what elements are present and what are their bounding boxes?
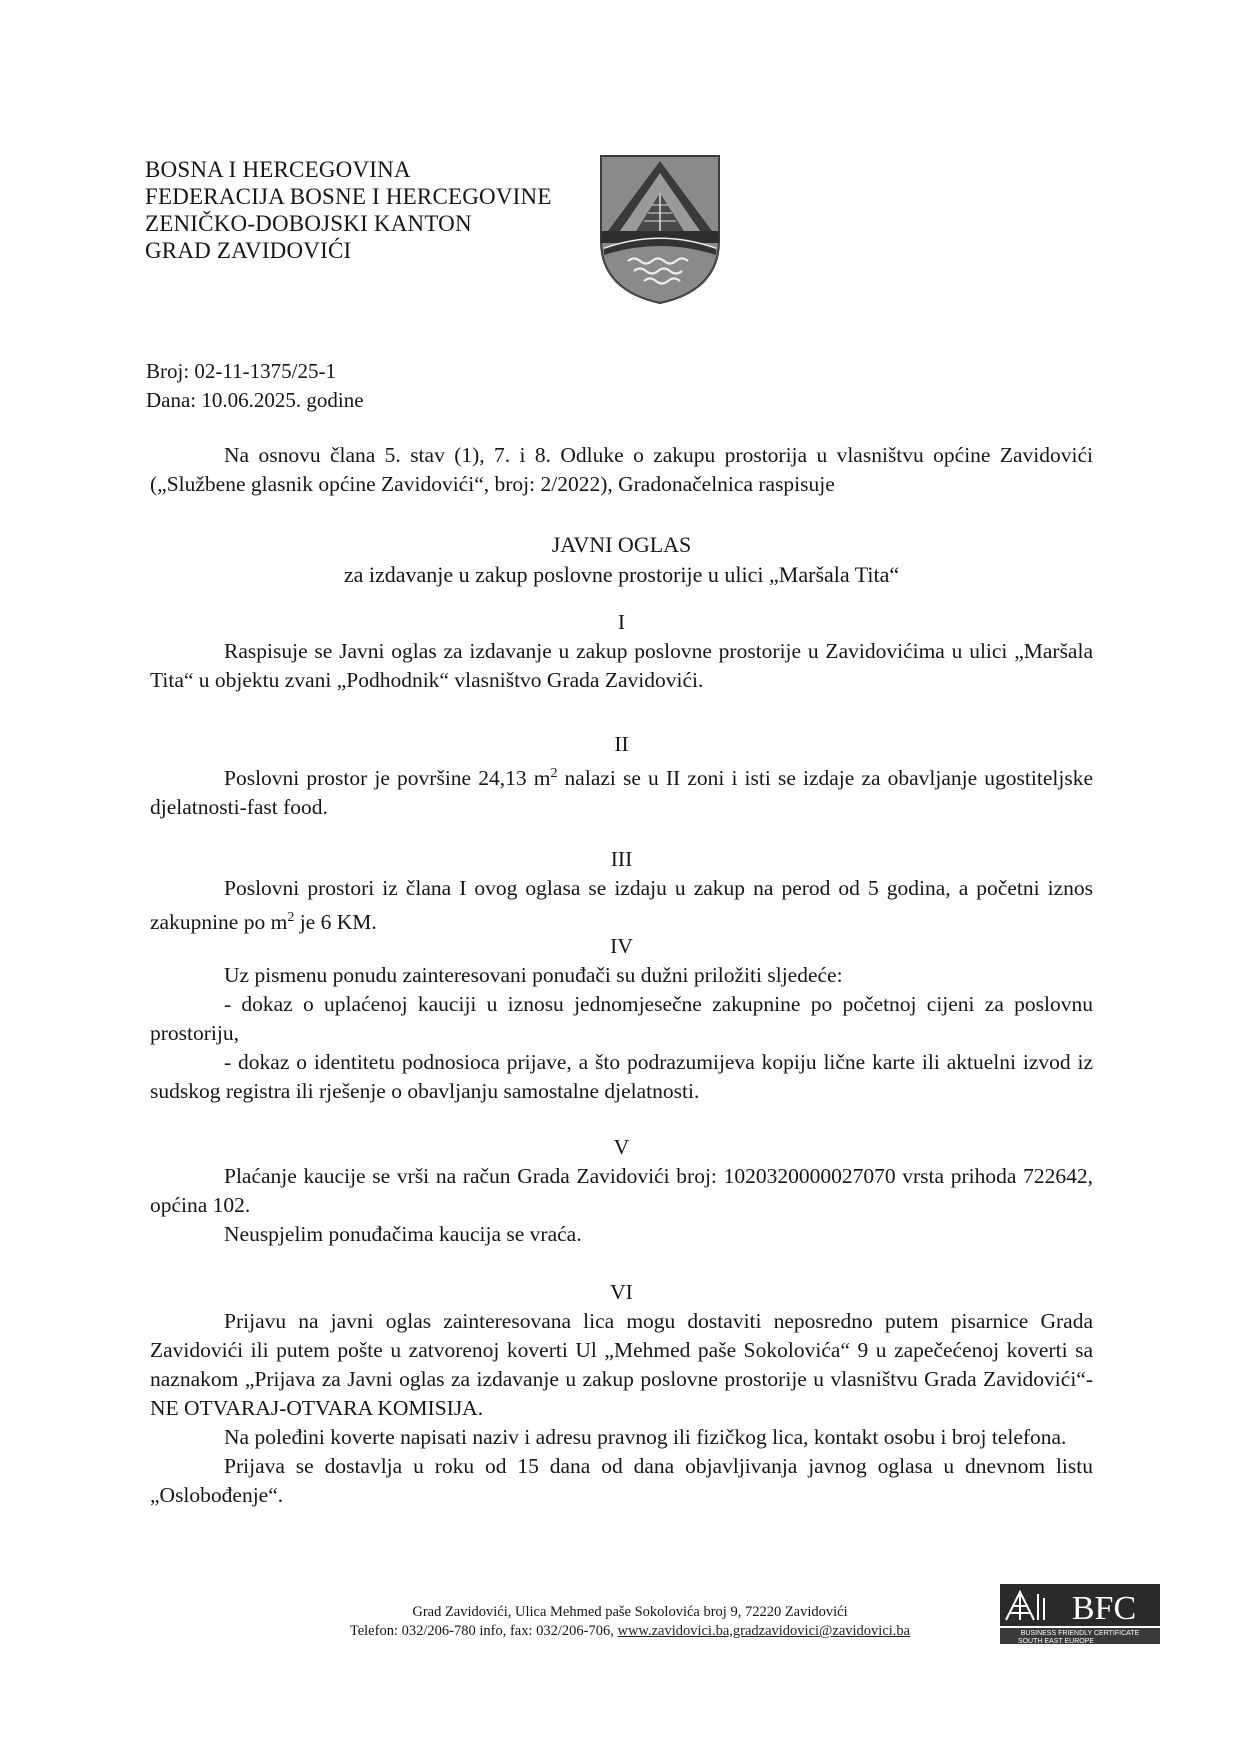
section-text [150,874,1093,937]
text-part: nalazi se u II zoni i isti se izdaje za obavljanje ugostiteljske djelatnosti-fast food. [150,766,1093,820]
footer-address: Grad Zavidovići, Ulica Mehmed paše Sokolovića broj 9, 72220 Zavidovići [412,1604,848,1620]
section-3 [150,845,1093,937]
footer-phone: Telefon: 032/206-780 info, fax: 032/206-706, [349,1623,618,1639]
document-number: Broj: 02-11-1375/25-1 [146,359,336,383]
letterhead-line: FEDERACIJA BOSNE I HERCEGOVINE [145,184,552,209]
title-main: JAVNI OGLAS [551,532,692,557]
letterhead-line: GRAD ZAVIDOVIĆI [145,238,352,263]
document-date: Dana: 10.06.2025. godine [146,388,364,412]
section-4 [150,932,1093,1106]
section-5 [150,1133,1093,1249]
letterhead-line: ZENIČKO-DOBOJSKI KANTON [145,211,472,236]
section-6 [150,1278,1093,1510]
bfc-line2: SOUTH EAST EUROPE [1017,1638,1095,1645]
section-number: III [610,847,633,871]
superscript: 2 [287,910,295,925]
bfc-logo-text: BFC [1071,1590,1137,1627]
list-item: - dokaz o identitetu podnosioca prijave, a što podrazumijeva kopiju lične karte ili aktuelni izvod iz sudskog registra ili rješenje o obavljanju samostalne djelatnosti. [150,1050,1093,1103]
announcement-title [150,530,1093,590]
title-sub: za izdavanje u zakup poslovne prostorije u ulici „Maršala Tita“ [343,562,900,587]
section-lead: Uz pismenu ponudu zainteresovani ponuđači su dužni priložiti sljedeće: [224,963,843,987]
section-number: V [613,1135,630,1159]
intro-text: Na osnovu člana 5. stav (1), 7. i 8. Odluke o zakupu prostorija u vlasništvu općine Zavidovići („Službene glasnik općine Zavidovići“, broj: 2/2022), Gradonačelnica raspisuje [150,443,1093,496]
section-number: VI [610,1280,633,1304]
document-meta [146,357,364,415]
footer-contact [300,1622,960,1641]
intro-paragraph [150,441,1093,499]
section-1 [150,608,1093,695]
coat-of-arms-icon [598,153,722,305]
bfc-line1: BUSINESS FRIENDLY CERTIFICATE [1020,1630,1140,1637]
section-text: Prijava se dostavlja u roku od 15 dana od dana objavljivanja javnog oglasa u dnevnom listu „Oslobođenje“. [150,1454,1093,1507]
footer [300,1603,960,1641]
text-part: je 6 KM. [294,910,377,935]
section-text: Plaćanje kaucije se vrši na račun Grada Zavidovići broj: 1020320000027070 vrsta prihoda 722642, općina 102. [150,1164,1093,1217]
section-2 [150,730,1093,822]
section-number: IV [610,934,633,958]
list-item: - dokaz o uplaćenoj kauciji u iznosu jednomjesečne zakupnine po početnoj cijeni za poslovnu prostoriju, [150,992,1093,1045]
section-text: Prijavu na javni oglas zainteresovana lica mogu dostaviti neposredno putem pisarnice Grada Zavidovići ili putem pošte u zatvorenoj koverti Ul „Mehmed paše Sokolovića“ 9 u zapečećenoj koverti sa naznakom „Prijava za Javni oglas za izdavanje u zakup poslovne prostorije u vlasništvu Grada Zavidovići“- NE OTVARAJ-OTVARA KOMISIJA. [150,1309,1093,1420]
letterhead-line: BOSNA I HERCEGOVINA [145,157,411,182]
section-number: I [617,610,626,634]
letterhead [145,156,552,264]
footer-web-link[interactable]: www.zavidovici.ba,gradzavidovici@zavidovici.ba [617,1623,911,1639]
text-part: Poslovni prostor je površine 24,13 m [224,766,551,791]
superscript: 2 [550,766,558,781]
text-part: Poslovni prostori iz člana I ovog oglasa se izdaju u zakup na perod od 5 godina, a početni iznos zakupnine po m [150,876,1093,935]
section-text: Raspisuje se Javni oglas za izdavanje u zakup poslovne prostorije u Zavidovićima u ulici „Maršala Tita“ u objektu zvani „Podhodnik“ vlasništvo Grada Zavidovići. [150,639,1093,692]
bfc-logo-icon [996,1582,1164,1646]
section-text [150,759,1093,822]
section-text: Neuspjelim ponuđačima kaucija se vraća. [224,1222,582,1246]
section-text: Na poleđini koverte napisati naziv i adresu pravnog ili fizičkog lica, kontakt osobu i broj telefona. [224,1425,1067,1449]
section-number: II [614,732,629,756]
